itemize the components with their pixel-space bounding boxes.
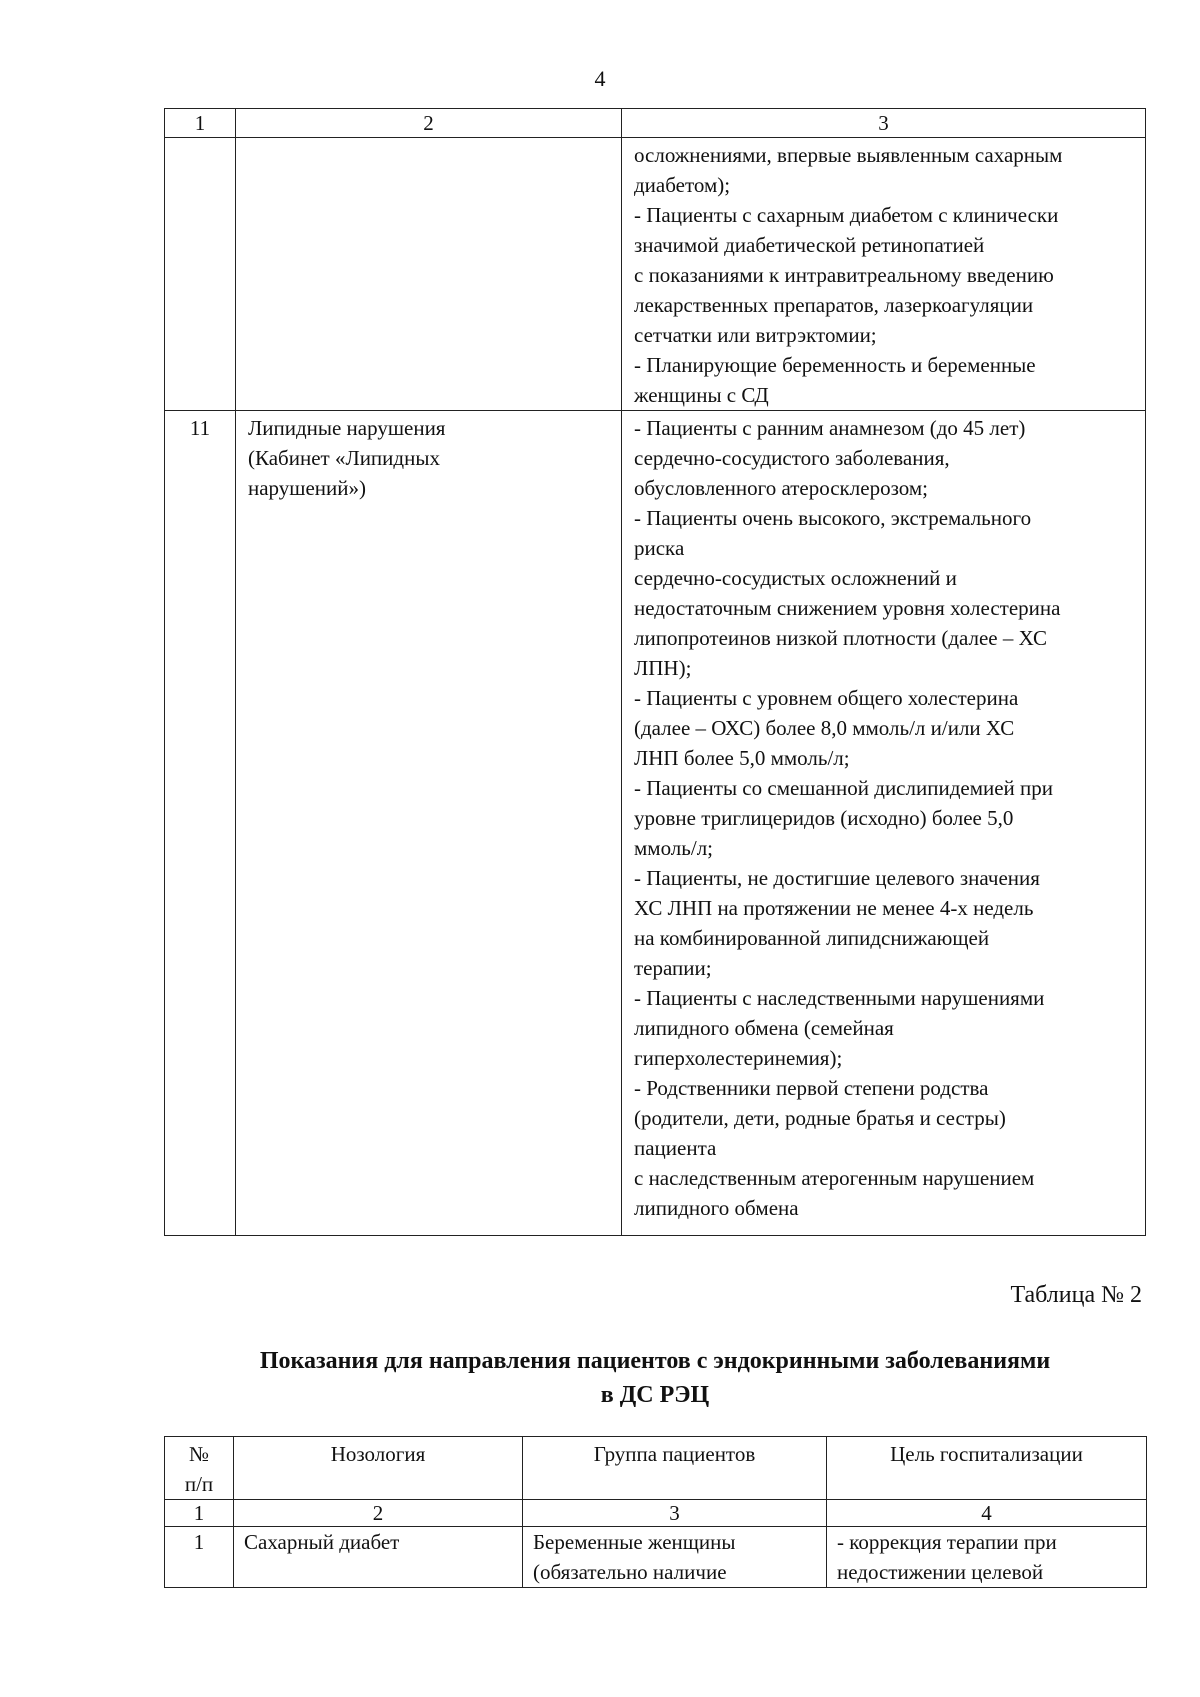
table-row: [165, 1527, 1147, 1588]
header-cell-patient-group: Группа пациентов: [523, 1437, 827, 1500]
header-cell-hospitalization-goal: Цель госпитализации: [827, 1437, 1147, 1500]
table-row: [165, 138, 1146, 411]
indications-table-continued: [164, 108, 1146, 1236]
subheader-cell-1: 1: [165, 1500, 234, 1527]
patient-group-text: - Пациенты с ранним анамнезом (до 45 лет) сердечно-сосудистого заболевания, обусловленного атеросклерозом; - Пациенты очень высокого, экстремального риска сердечно-сосудистых осложнений и недостаточным снижением уровня холестерина липопротеинов низкой плотности (далее – ХС ЛПН); - Пациенты с уровнем общего холестерина (далее – ОХС) более 8,0 ммоль/л и/или ХС ЛНП более 5,0 ммоль/л; - Пациенты со смешанной дислипидемией при уровне триглицеридов (исходно) более 5,0 ммоль/л; - Пациенты, не достигшие целевого значения ХС ЛНП на протяжении не менее 4-х недель на комбинированной липидснижающей терапии; - Пациенты с наследственными нарушениями липидного обмена (семейная гиперхолестеринемия); - Родственники первой степени родства (родители, дети, родные братья и сестры) пациента с наследственным атерогенным нарушением липидного обмена: [634, 416, 1061, 1220]
row-number-cell: 1: [165, 1527, 234, 1588]
header-cell-1: 1: [165, 109, 236, 138]
nosology-cell: [236, 138, 622, 411]
subheader-cell-4: 4: [827, 1500, 1147, 1527]
header-cell-number: № п/п: [165, 1437, 234, 1500]
subheader-cell-3: 3: [523, 1500, 827, 1527]
table-header-row: [165, 1437, 1147, 1500]
header-cell-2: 2: [236, 109, 622, 138]
nosology-cell: Сахарный диабет: [234, 1527, 523, 1588]
patient-group-cell: [622, 138, 1146, 411]
table-row: [165, 411, 1146, 1236]
subheader-cell-2: 2: [234, 1500, 523, 1527]
row-number-cell: 11: [165, 411, 236, 1236]
patient-group-cell: [622, 411, 1146, 1236]
nosology-text: Липидные нарушения (Кабинет «Липидных нарушений»): [248, 416, 446, 500]
patient-group-cell: Беременные женщины (обязательно наличие: [523, 1527, 827, 1588]
row-number-cell: [165, 138, 236, 411]
header-cell-nosology: Нозология: [234, 1437, 523, 1500]
hospitalization-goal-cell: - коррекция терапии при недостижении целевой: [827, 1527, 1147, 1588]
nosology-cell: [236, 411, 622, 1236]
page-number: 4: [594, 66, 606, 91]
section-title: Показания для направления пациентов с эндокринными заболеваниями в ДС РЭЦ: [259, 1348, 1051, 1408]
indications-table-2: [164, 1436, 1147, 1588]
patient-group-text: осложнениями, впервые выявленным сахарным диабетом); - Пациенты с сахарным диабетом с клинически значимой диабетической ретинопатией с показаниями к интравитреальному введению лекарственных препаратов, лазеркоагуляции сетчатки или витрэктомии; - Планирующие беременность и беременные женщины с СД: [634, 143, 1063, 407]
table-subheader-row: [165, 1500, 1147, 1527]
header-cell-3: 3: [622, 109, 1146, 138]
table-caption: Таблица № 2: [1010, 1282, 1142, 1308]
table-header-row: [165, 109, 1146, 138]
